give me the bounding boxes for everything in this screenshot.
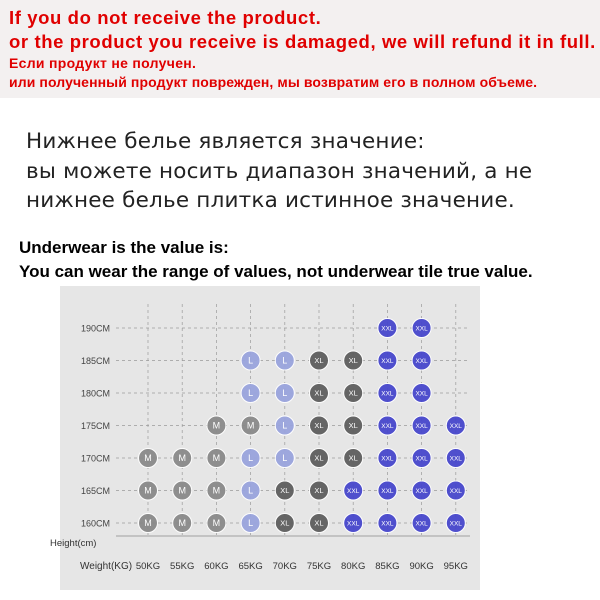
size-marker-label: XXL xyxy=(415,422,428,430)
english-line-2: You can wear the range of values, not underwear tile true value. xyxy=(19,262,533,281)
banner-line-2: or the product you receive is damaged, we will refund it in full. xyxy=(9,31,596,52)
size-marker-label: XXL xyxy=(347,487,360,495)
size-marker-label: XXL xyxy=(381,357,394,365)
x-tick-label: 65KG xyxy=(238,561,263,572)
size-marker-label: L xyxy=(248,518,254,529)
size-marker-label: M xyxy=(144,518,152,529)
size-marker-label: XL xyxy=(314,356,324,366)
size-marker-label: XXL xyxy=(415,357,428,365)
y-tick-label: 175CM xyxy=(80,421,110,431)
size-marker-label: L xyxy=(282,355,288,366)
size-marker-label: XXL xyxy=(381,390,394,398)
y-tick-label: 170CM xyxy=(80,453,110,464)
size-marker-label: M xyxy=(178,485,186,496)
size-chart-svg xyxy=(50,286,480,590)
x-tick-label: 80KG xyxy=(341,561,366,572)
x-tick-label: 55KG xyxy=(170,561,195,572)
size-marker-label: XXL xyxy=(415,520,428,528)
size-marker-label: M xyxy=(178,453,186,464)
y-tick-label: 180CM xyxy=(80,388,110,399)
size-marker-label: XL xyxy=(314,486,324,496)
size-marker-label: M xyxy=(246,420,255,431)
y-tick-label: 190CM xyxy=(80,323,110,334)
size-marker-label: M xyxy=(212,420,221,431)
english-description xyxy=(19,236,533,284)
x-axis-label: Weight(KG) xyxy=(80,561,133,572)
size-marker-label: L xyxy=(282,453,288,464)
size-marker-label: L xyxy=(282,420,288,431)
size-marker-label: XXL xyxy=(449,520,462,528)
russian-description xyxy=(26,127,532,216)
size-marker-label: XL xyxy=(314,453,324,463)
size-marker-label: XXL xyxy=(415,390,428,398)
x-tick-label: 85KG xyxy=(375,561,400,572)
y-axis-label: Height(cm) xyxy=(50,538,97,549)
y-tick-label: 160CM xyxy=(80,518,110,529)
size-marker-label: XXL xyxy=(415,455,428,463)
x-tick-label: 95KG xyxy=(443,561,468,572)
size-marker-label: XL xyxy=(348,421,358,431)
size-marker-label: M xyxy=(178,518,186,529)
english-line-1: Underwear is the value is: xyxy=(19,238,229,257)
y-tick-label: 185CM xyxy=(80,356,110,366)
size-marker-label: XXL xyxy=(449,422,462,430)
size-marker-label: XL xyxy=(314,421,324,431)
x-tick-label: 70KG xyxy=(272,561,297,572)
russian-line-3: нижнее белье плитка истинное значение. xyxy=(26,188,515,213)
size-marker-label: M xyxy=(212,485,221,496)
size-marker-label: XL xyxy=(348,453,358,463)
size-marker-label: L xyxy=(248,388,254,399)
size-marker-label: L xyxy=(248,453,254,464)
size-marker-label: M xyxy=(144,453,152,464)
size-marker-label: XL xyxy=(348,356,358,366)
x-tick-label: 90KG xyxy=(409,561,434,572)
size-marker-label: M xyxy=(144,485,152,496)
size-marker-label: L xyxy=(248,355,254,366)
banner-line-4: или полученный продукт поврежден, мы возвратим его в полном объеме. xyxy=(9,74,538,90)
russian-line-2: вы можете носить диапазон значений, а не xyxy=(26,158,533,184)
banner-line-3: Если продукт не получен. xyxy=(9,55,197,71)
size-marker-label: XXL xyxy=(449,455,462,463)
size-marker-label: XXL xyxy=(381,325,394,333)
size-marker-label: L xyxy=(282,388,288,399)
y-tick-label: 165CM xyxy=(80,486,110,496)
x-tick-label: 75KG xyxy=(306,561,332,572)
size-chart xyxy=(50,286,480,590)
size-marker-label: XXL xyxy=(449,487,462,495)
banner-line-1: If you do not receive the product. xyxy=(9,7,322,28)
size-marker-label: XXL xyxy=(415,325,428,333)
size-marker-label: L xyxy=(248,485,254,496)
x-tick-label: 50KG xyxy=(135,561,161,572)
size-marker-label: XL xyxy=(280,518,290,528)
size-marker-label: XL xyxy=(280,486,290,496)
size-marker-label: M xyxy=(212,453,221,464)
size-marker-label: XXL xyxy=(347,520,360,528)
size-marker-label: XXL xyxy=(381,455,394,463)
size-marker-label: XL xyxy=(314,388,324,398)
refund-banner xyxy=(0,0,600,98)
size-marker-label: XL xyxy=(314,518,324,528)
size-marker-label: XXL xyxy=(415,487,428,495)
size-marker-label: XXL xyxy=(381,487,394,495)
size-marker-label: XL xyxy=(348,388,358,398)
size-marker-label: XXL xyxy=(381,422,394,430)
size-marker-label: M xyxy=(212,518,221,529)
x-tick-label: 60KG xyxy=(204,561,229,572)
russian-line-1: Нижнее белье является значение: xyxy=(26,129,425,154)
size-marker-label: XXL xyxy=(381,520,394,528)
